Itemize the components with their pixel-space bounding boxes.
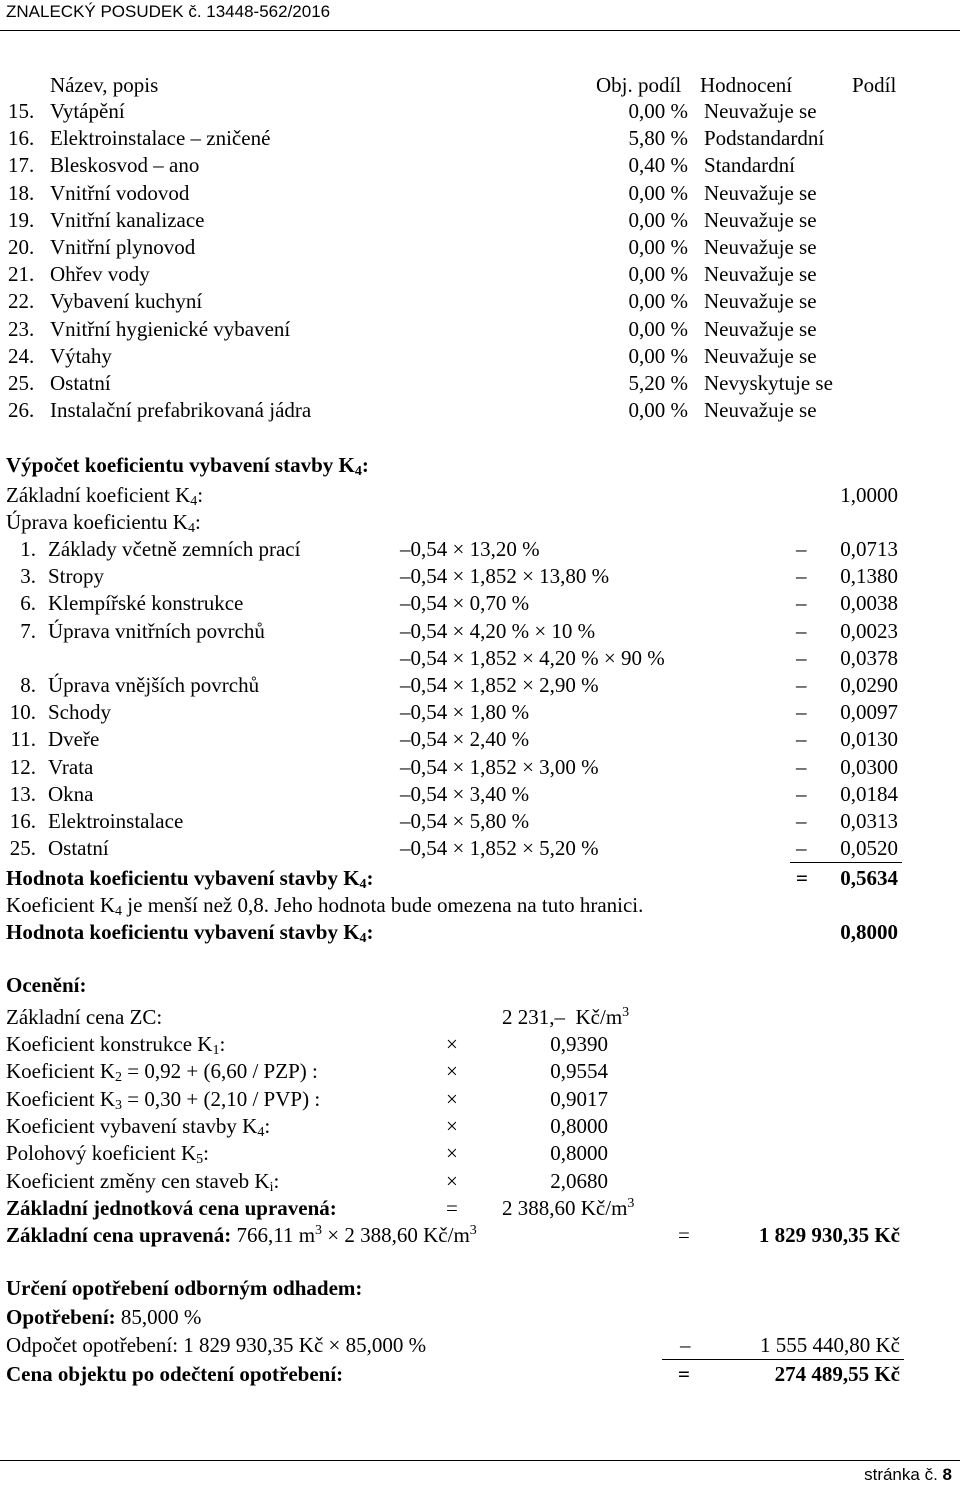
k4-row-name: Vrata [48,754,94,779]
coefficient-label: Polohový koeficient $K_5$: [6,1141,209,1168]
table-row-rating: Neuvažuje se [704,99,817,123]
table-row-no: 18. [8,180,35,205]
coefficient-value: 0,9390 [550,1032,608,1056]
k4-row-minus: – [796,700,807,725]
k4-row-no: 25. [9,836,36,861]
page-number: stránka č. 8 [864,1465,952,1484]
table-row-rating: Neuvažuje se [704,262,817,287]
coefficient-label: Koeficient $K_2 = 0,92 + (6,60 / PZP)$ : [6,1059,318,1086]
k4-row-minus: – [796,781,807,806]
table-row-share: 5,80 % [628,126,688,151]
base-price-label: Základní cena ZC: [6,1005,163,1029]
coefficient-label: Koeficient změny cen staveb $K_i$: [6,1168,280,1195]
k4-row-name: Schody [48,700,111,725]
table-row-share: 5,20 % [628,371,688,395]
table-row-rating: Neuvažuje se [704,398,817,423]
adjusted-unit-price-label: Základní jednotková cena upravená: [6,1196,337,1220]
adjusted-price-eq: = [678,1223,690,1247]
col-header-share: Obj. podíl [596,73,682,97]
k4-row-formula: –0,54 × 2,40 % [400,727,530,752]
k4-row-no: 13. [9,781,36,806]
k4-row-name: Stropy [48,564,105,589]
footer-divider [0,1460,960,1461]
k4-row-minus: – [796,537,807,561]
table-row-rating: Neuvažuje se [704,207,817,232]
k4-row-name: Úprava vnitřních povrchů [48,618,265,643]
k4-row-value: 0,0097 [840,700,898,725]
k4-base-label: Základní koeficient $K_4$: [6,483,204,509]
table-row-name: Ostatní [50,371,111,395]
k4-row-no: 11. [10,727,36,752]
table-row-rating: Neuvažuje se [704,343,817,368]
adjusted-unit-price-eq: = [446,1196,458,1220]
k4-row-formula: –0,54 × 13,20 % [400,537,540,561]
k4-final-value: 0,8000 [840,920,898,944]
k4-row-minus: – [796,727,807,752]
table-row-name: Vybavení kuchyní [50,289,203,314]
times-sign: × [446,1168,458,1193]
table-row-no: 20. [8,235,35,259]
k4-base-value: 1,0000 [840,483,898,507]
final-price-eq: = [678,1362,690,1386]
k4-row-value: 0,0290 [840,673,898,697]
table-row-share: 0,00 % [628,398,688,423]
table-row-rating: Nevyskytuje se [704,371,833,395]
times-sign: × [446,1086,458,1111]
table-row-name: Ohřev vody [50,262,150,287]
k4-row-formula: –0,54 × 1,852 × 4,20 % × 90 % [400,645,665,670]
k4-row-minus: – [796,809,807,833]
k4-row-no: 8. [20,673,36,697]
k4-heading: Výpočet koeficientu vybavení stavby $K_4$: [6,453,369,479]
table-row-name: Elektroinstalace – zničené [50,126,271,151]
depreciation-deduction-label: Odpočet opotřebení: 1 829 930,35 Kč × 85,000 % [6,1333,427,1357]
k4-row-formula: –0,54 × 4,20 % × 10 % [400,618,596,643]
table-row-rating: Neuvažuje se [704,289,817,314]
table-row-share: 0,00 % [628,99,688,123]
k4-row-value: 0,0520 [840,836,898,861]
k4-row-value: 0,0713 [840,537,898,561]
k4-row-name: Úprava vnějších povrchů [48,673,260,697]
k4-row-formula: –0,54 × 5,80 % [400,809,530,833]
k4-note: Koeficient $K_4$ je menší než 0,8. Jeho hodnota bude omezena na tuto hranici. [6,893,644,919]
final-price-value: 274 489,55 Kč [774,1362,900,1386]
table-row-share: 0,00 % [628,235,688,259]
k4-row-formula: –0,54 × 1,80 % [400,700,530,725]
table-row-no: 21. [8,262,35,287]
k4-row-value: 0,0023 [840,618,898,643]
document-header [6,2,330,22]
coefficient-value: 2,0680 [550,1168,608,1193]
k4-row-minus: – [796,836,807,861]
k4-row-formula: –0,54 × 1,852 × 13,80 % [400,564,610,589]
adjusted-unit-price-value: 2 388,60 $Kč/m^3$ [502,1196,635,1220]
k4-row-no: 6. [20,591,36,616]
k4-row-value: 0,0378 [840,645,898,670]
table-row-name: Bleskosvod – ano [50,153,200,178]
k4-result-eq: = [796,866,808,890]
k4-row-minus: – [796,618,807,643]
depreciation-deduction-sign: – [680,1333,691,1357]
times-sign: × [446,1032,458,1056]
k4-row-no: 3. [20,564,36,589]
k4-row-no: 10. [9,700,36,725]
k4-row-value: 0,0184 [840,781,898,806]
depreciation-deduction-value: 1 555 440,80 Kč [760,1333,900,1357]
k4-row-formula: –0,54 × 1,852 × 2,90 % [400,673,599,697]
k4-row-minus: – [796,591,807,616]
table-row-name: Vnitřní hygienické vybavení [50,316,291,341]
k4-row-minus: – [796,645,807,670]
table-row-share: 0,00 % [628,262,688,287]
coefficient-value: 0,8000 [550,1141,608,1166]
table-row-rating: Neuvažuje se [704,235,817,259]
coefficient-label: Koeficient konstrukce $K_1$: [6,1032,226,1058]
table-row-share: 0,00 % [628,207,688,232]
table-row-name: Vnitřní kanalizace [50,207,205,232]
k4-row-formula: –0,54 × 3,40 % [400,781,530,806]
k4-row-name: Okna [48,781,94,806]
k4-row-name: Klempířské konstrukce [48,591,244,616]
col-header-name: Název, popis [50,73,159,97]
k4-row-formula: –0,54 × 0,70 % [400,591,530,616]
depreciation-line: Opotřebení: 85,000 % [6,1305,202,1329]
k4-row-name: Základy včetně zemních prací [48,537,301,561]
col-header-rating: Hodnocení [700,73,793,97]
coefficient-value: 0,9017 [550,1086,608,1111]
coefficient-value: 0,9554 [550,1059,608,1084]
table-row-no: 17. [8,153,35,178]
table-row-share: 0,00 % [628,343,688,368]
table-row-share: 0,00 % [628,289,688,314]
table-row-no: 15. [8,99,35,123]
table-row-no: 16. [8,126,35,151]
valuation-heading: Ocenění: [6,973,87,997]
base-price-value: 2 231,– $Kč/m^3$ [502,1005,630,1029]
times-sign: × [446,1141,458,1166]
coefficient-label: Koeficient $K_3 = 0,30 + (2,10 / PVP)$ : [6,1086,321,1113]
k4-result-value: 0,5634 [840,866,898,890]
k4-row-value: 0,0300 [840,754,898,779]
times-sign: × [446,1113,458,1138]
k4-row-name: Elektroinstalace [48,809,184,833]
k4-row-formula: –0,54 × 1,852 × 3,00 % [400,754,599,779]
k4-row-value: 0,0038 [840,591,898,616]
table-row-no: 25. [8,371,35,395]
k4-final-label: Hodnota koeficientu vybavení stavby $K_4$: [6,920,374,946]
k4-row-name: Ostatní [48,836,109,861]
k4-row-minus: – [796,754,807,779]
table-row-name: Vytápění [50,99,125,123]
header-title: ZNALECKÝ POSUDEK č. 13448-562/2016 [6,2,331,21]
k4-row-minus: – [796,564,807,589]
header-divider [0,30,960,31]
table-row-name: Vnitřní plynovod [50,235,196,259]
table-row-rating: Neuvažuje se [704,180,817,205]
k4-row-no: 7. [20,618,36,643]
table-row-rating: Neuvažuje se [704,316,817,341]
k4-row-formula: –0,54 × 1,852 × 5,20 % [400,836,599,861]
table-row-no: 22. [8,289,35,314]
table-row-name: Instalační prefabrikovaná jádra [50,398,312,423]
adjusted-price-value: 1 829 930,35 Kč [758,1223,900,1247]
table-row-no: 19. [8,207,35,232]
k4-row-no: 12. [9,754,36,779]
final-price-label: Cena objektu po odečtení opotřebení: [6,1362,344,1386]
coefficient-label: Koeficient vybavení stavby $K_4$: [6,1113,271,1140]
k4-result-label: Hodnota koeficientu vybavení stavby $K_4$: [6,866,374,892]
k4-row-value: 0,1380 [840,564,898,589]
table-row-no: 23. [8,316,35,341]
k4-adj-label: Úprava koeficientu $K_4$: [6,510,201,536]
table-row-rating: Standardní [704,153,795,178]
k4-row-no: 16. [9,809,36,833]
table-row-no: 24. [8,343,35,368]
table-row-share: 0,00 % [628,180,688,205]
table-row-name: Výtahy [50,343,112,368]
k4-row-name: Dveře [48,727,100,752]
table-row-name: Vnitřní vodovod [50,180,190,205]
table-row-share: 0,00 % [628,316,688,341]
table-row-rating: Podstandardní [704,126,825,151]
table-row-share: 0,40 % [628,153,688,178]
depreciation-sum-rule [662,1359,904,1360]
k4-row-value: 0,0130 [840,727,898,752]
table-row-no: 26. [8,398,35,423]
adjusted-price-label: Základní cena upravená: 766,11 $m^3 \times 2$ 388,60 $Kč/m^3$ [6,1223,477,1247]
k4-row-value: 0,0313 [840,809,898,833]
coefficient-value: 0,8000 [550,1113,608,1138]
times-sign: × [446,1059,458,1084]
k4-row-no: 1. [20,537,36,561]
depreciation-heading: Určení opotřebení odborným odhadem: [6,1276,363,1300]
k4-row-minus: – [796,673,807,697]
col-header-part: Podíl [852,73,897,97]
k4-sum-rule [790,862,902,863]
